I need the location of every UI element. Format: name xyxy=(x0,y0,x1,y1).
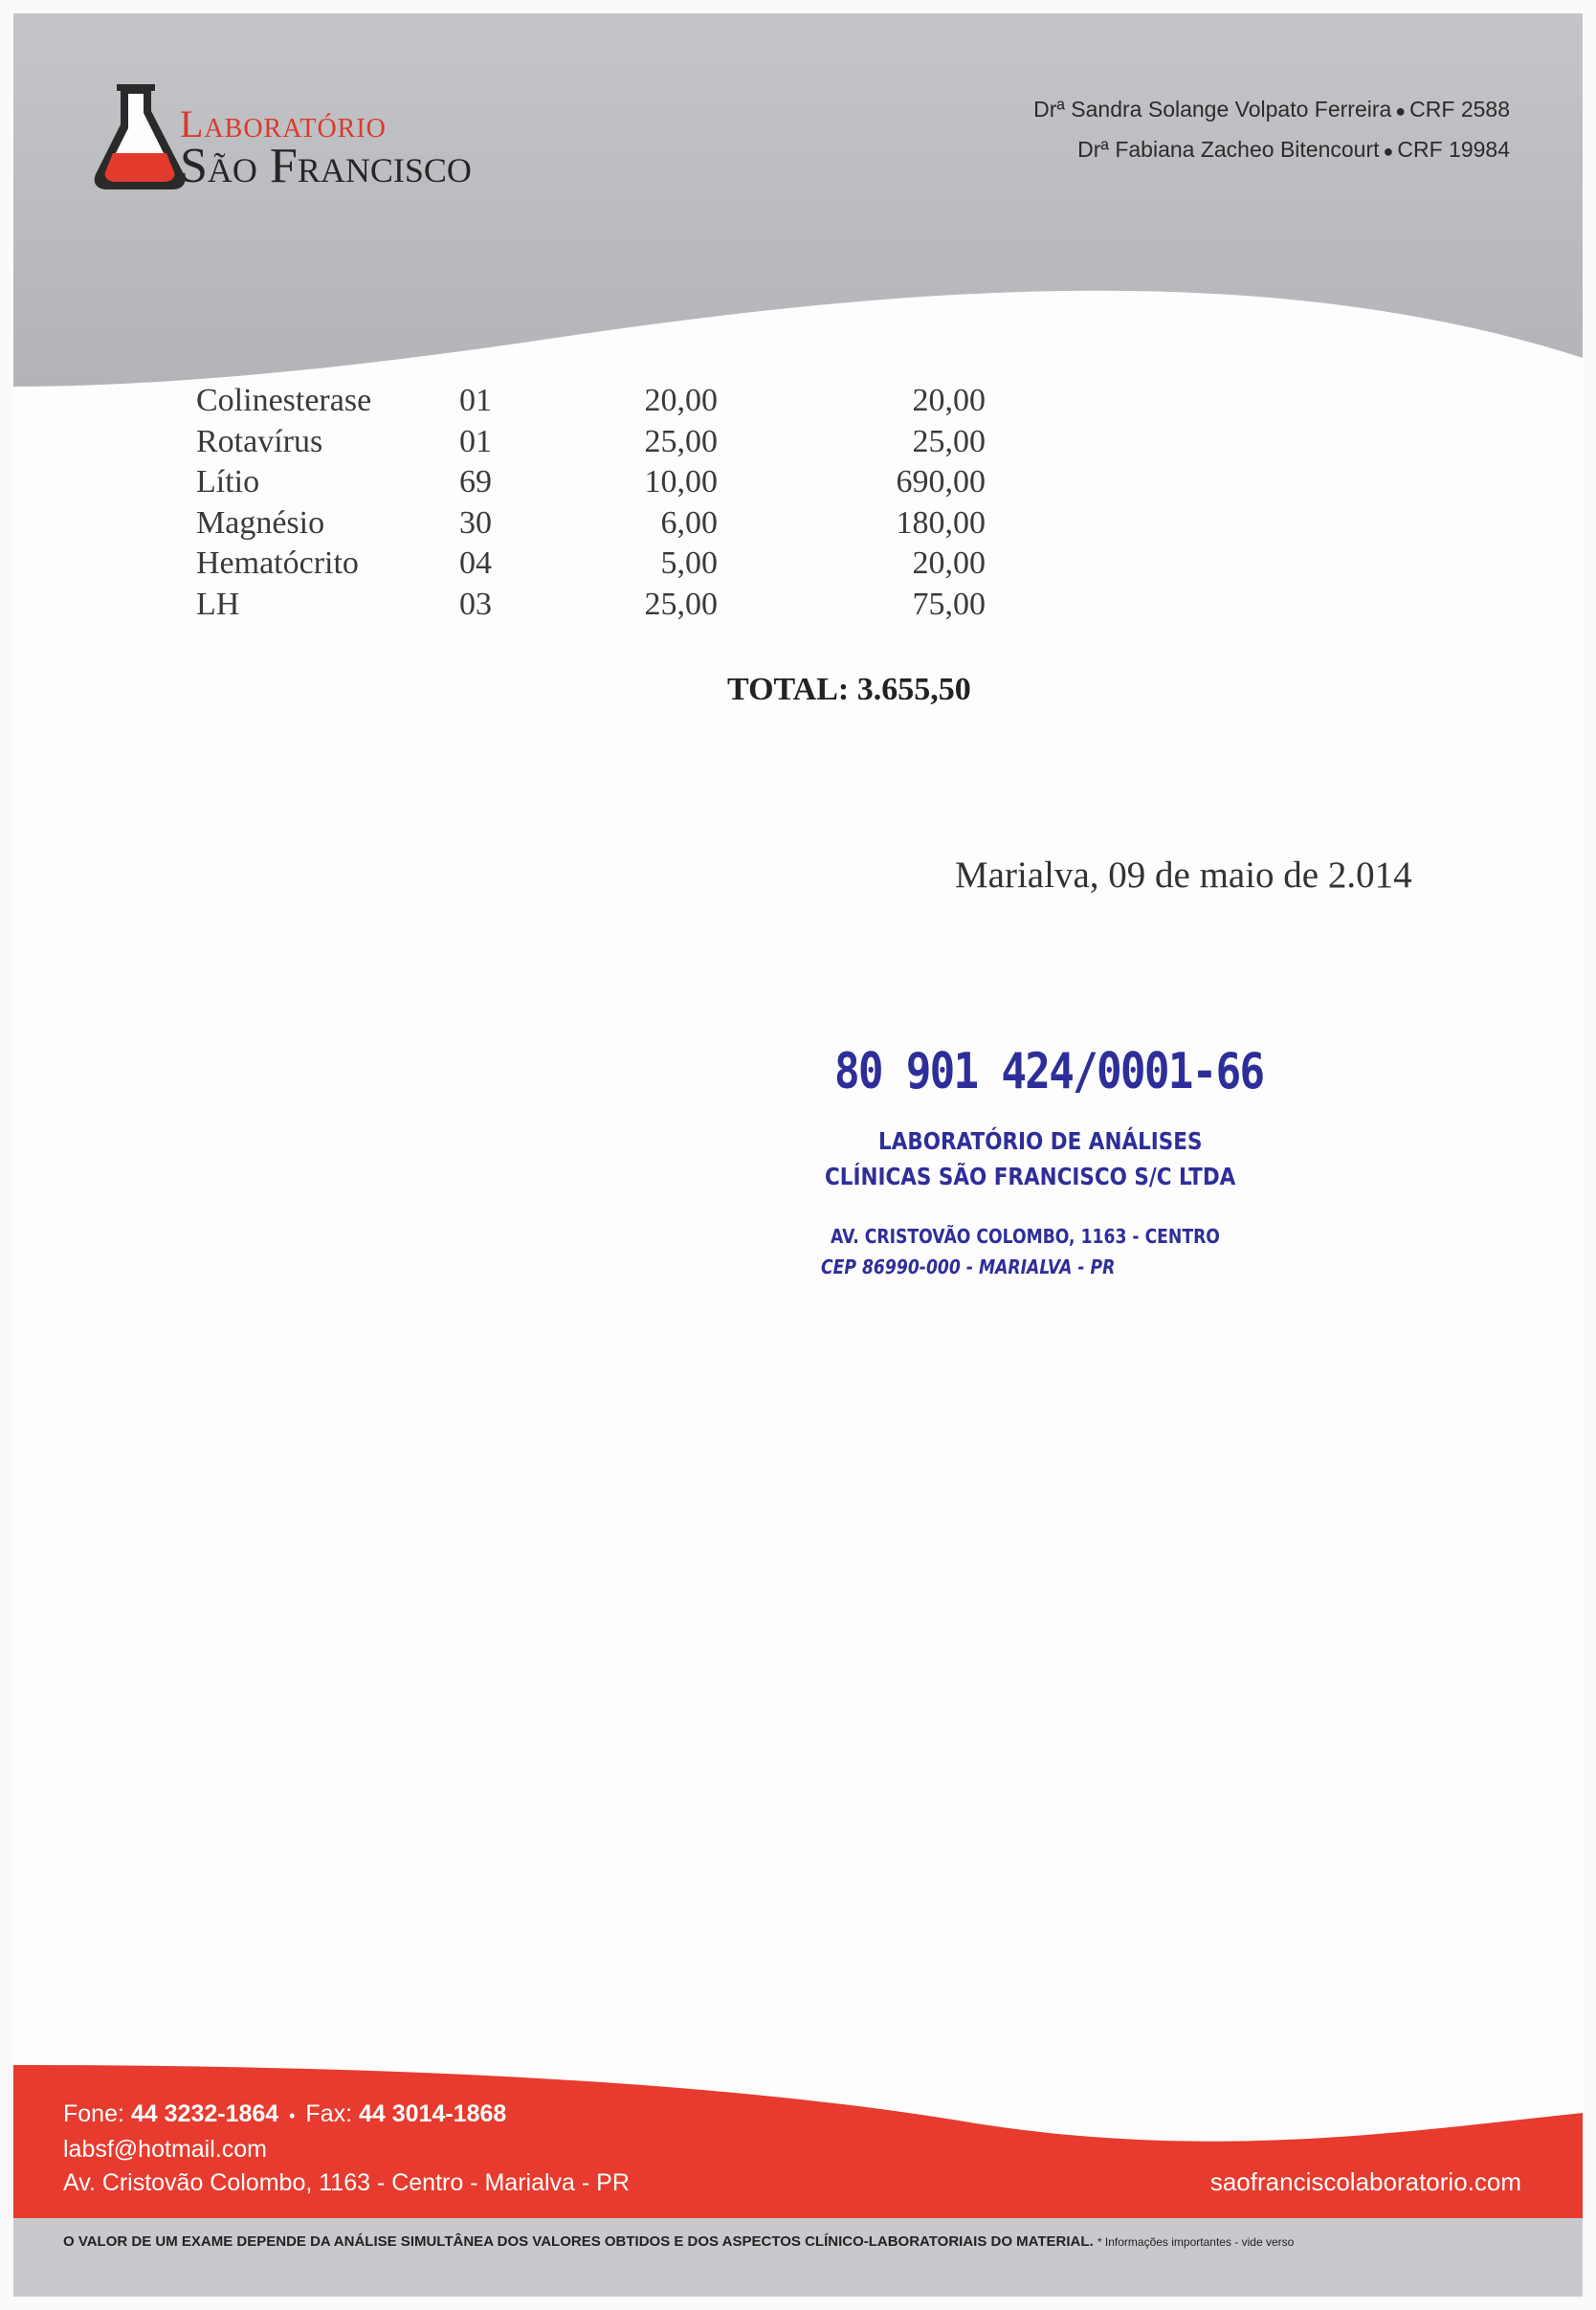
bullet-icon: ● xyxy=(1395,101,1407,121)
exam-name: Rotavírus xyxy=(196,423,323,459)
stamp-name-line2: CLÍNICAS SÃO FRANCISCO S/C LTDA xyxy=(825,1163,1236,1190)
footer-email: labsf@hotmail.com xyxy=(63,2136,267,2163)
stamp-cnpj: 80 901 424/0001-66 xyxy=(834,1043,1264,1100)
exam-name: Lítio xyxy=(196,464,260,500)
exam-total: 20,00 xyxy=(912,383,986,418)
disclaimer-text: O VALOR DE UM EXAME DEPENDE DA ANÁLISE SIMULTÂNEA DOS VALORES OBTIDOS E DOS ASPECTOS CLÍNICO-LABORATORIAIS DO MATERIAL. xyxy=(63,2233,1094,2250)
disclaimer-note: * Informações importantes - vide verso xyxy=(1097,2235,1295,2249)
exam-qty: 04 xyxy=(459,545,492,581)
logo-line2: São Francisco xyxy=(180,139,472,193)
exam-unit-price: 6,00 xyxy=(660,504,718,541)
fax-number: 44 3014-1868 xyxy=(359,2100,507,2127)
exam-unit-price: 5,00 xyxy=(660,545,718,581)
grand-total: TOTAL: 3.655,50 xyxy=(727,672,971,707)
exam-total: 20,00 xyxy=(912,545,986,581)
exam-unit-price: 10,00 xyxy=(644,464,718,500)
doctor-row xyxy=(1033,90,1510,130)
doctor-crf: CRF 2588 xyxy=(1409,97,1510,122)
exam-name: Colinesterase xyxy=(196,383,372,418)
doctor-name: Drª Sandra Solange Volpato Ferreira xyxy=(1033,97,1392,122)
exam-total: 690,00 xyxy=(896,464,986,500)
exam-unit-price: 20,00 xyxy=(644,383,718,418)
stamp-address-line2: CEP 86990-000 - MARIALVA - PR xyxy=(821,1255,1116,1278)
exam-qty: 30 xyxy=(459,504,492,541)
footer-disclaimer xyxy=(63,2233,1294,2250)
footer-address: Av. Cristovão Colombo, 1163 - Centro - Marialva - PR xyxy=(63,2169,630,2196)
exam-qty: 01 xyxy=(459,383,492,418)
exam-qty: 01 xyxy=(459,423,492,459)
date-line: Marialva, 09 de maio de 2.014 xyxy=(955,855,1412,896)
exam-unit-price: 25,00 xyxy=(644,586,718,622)
exam-total: 75,00 xyxy=(912,586,986,622)
bullet-icon: • xyxy=(289,2106,296,2125)
phone-line xyxy=(63,2098,630,2133)
doctors-block xyxy=(1033,90,1510,170)
header-band xyxy=(13,13,1583,396)
stamp-address-line1: AV. CRISTOVÃO COLOMBO, 1163 - CENTRO xyxy=(831,1225,1220,1248)
phone-label: Fone: xyxy=(63,2100,124,2127)
logo-line1: Laboratório xyxy=(180,102,387,145)
fax-label: Fax: xyxy=(305,2100,353,2127)
disclaimer-band xyxy=(13,2218,1583,2297)
footer-contact xyxy=(63,2098,630,2200)
exam-qty: 03 xyxy=(459,586,492,622)
bullet-icon: ● xyxy=(1383,142,1394,161)
doctor-row xyxy=(1033,130,1510,170)
stamp-name-line1: LABORATÓRIO DE ANÁLISES xyxy=(878,1127,1203,1155)
exam-total: 180,00 xyxy=(896,504,986,541)
doctor-name: Drª Fabiana Zacheo Bitencourt xyxy=(1077,137,1380,162)
exam-total: 25,00 xyxy=(912,423,986,459)
exam-name: Hematócrito xyxy=(196,545,359,581)
footer-website: saofranciscolaboratorio.com xyxy=(1209,2167,1521,2196)
exam-qty: 69 xyxy=(459,464,492,500)
phone-number: 44 3232-1864 xyxy=(130,2100,279,2127)
exam-name: LH xyxy=(196,586,240,622)
doctor-crf: CRF 19984 xyxy=(1397,137,1510,162)
exam-unit-price: 25,00 xyxy=(644,423,718,459)
lab-logo xyxy=(92,82,532,197)
exam-name: Magnésio xyxy=(196,504,325,541)
